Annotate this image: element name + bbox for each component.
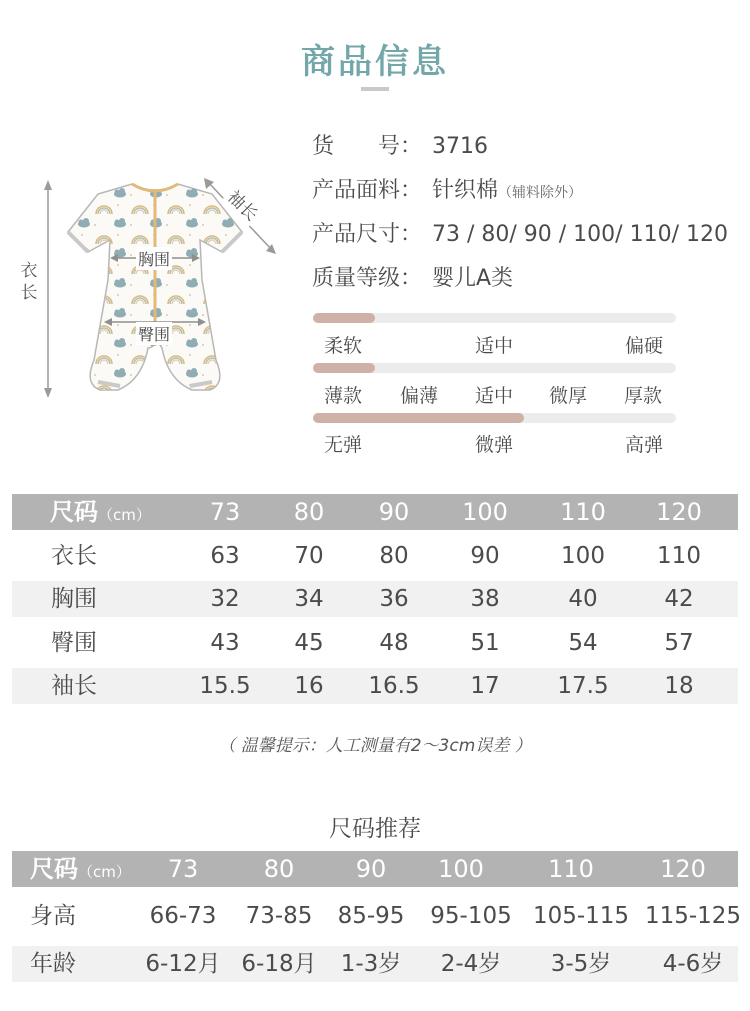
table-cell: 1-3岁: [340, 951, 402, 977]
thickness-label-medium: 适中: [475, 385, 514, 407]
table-cell: 51: [470, 630, 500, 656]
elasticity-slider: [313, 413, 676, 423]
thickness-label-slightly-thick: 微厚: [549, 385, 588, 407]
row-label: 身高: [30, 903, 76, 929]
length-label: 衣长: [18, 260, 40, 304]
table-row: [12, 898, 742, 934]
recommend-col-100: 100: [438, 855, 484, 883]
table-cell: 54: [568, 630, 598, 656]
title-divider: [361, 87, 389, 91]
table-cell: 36: [379, 586, 409, 612]
thickness-slider: [313, 363, 676, 373]
table-cell: 105-115: [532, 903, 630, 929]
thickness-slider-fill: [313, 363, 375, 373]
table-cell: 15.5: [199, 673, 251, 699]
info-value: 73 / 80/ 90 / 100/ 110/ 120: [432, 222, 728, 247]
size-header-unit: （cm）: [98, 506, 151, 524]
softness-slider: [313, 313, 676, 323]
table-cell: 80: [379, 543, 409, 569]
thickness-label-slightly-thin: 偏薄: [400, 385, 439, 407]
row-label: 袖长: [51, 673, 97, 699]
thickness-label-thick: 厚款: [624, 385, 663, 407]
info-value: 针织棉: [432, 178, 499, 203]
info-label: 货 号：: [312, 134, 423, 159]
recommend-col-73: 73: [167, 855, 199, 883]
table-cell: 6-12月: [145, 951, 221, 977]
sleeve-label: 袖长: [222, 182, 267, 227]
table-cell: 16.5: [368, 673, 420, 699]
table-cell: 115-125: [644, 903, 742, 929]
table-cell: 38: [470, 586, 500, 612]
size-table-header: [12, 494, 738, 530]
table-row: [12, 538, 738, 574]
table-row: [12, 946, 738, 982]
elasticity-label-none: 无弹: [324, 434, 363, 456]
table-cell: 40: [568, 586, 598, 612]
info-note: （辅料除外）: [498, 185, 583, 201]
table-cell: 18: [664, 673, 694, 699]
table-cell: 43: [210, 630, 240, 656]
hip-label: 臀围: [136, 322, 172, 345]
table-cell: 48: [379, 630, 409, 656]
table-cell: 42: [664, 586, 694, 612]
elasticity-slider-fill: [313, 413, 524, 423]
recommend-col-90: 90: [355, 855, 387, 883]
table-row: [12, 668, 738, 704]
size-col-90: 90: [378, 498, 410, 526]
recommend-title: 尺码推荐: [329, 816, 421, 842]
size-col-80: 80: [293, 498, 325, 526]
chest-label: 胸围: [136, 247, 172, 270]
table-cell: 70: [294, 543, 324, 569]
table-cell: 4-6岁: [662, 951, 724, 977]
recommend-header-unit: （cm）: [78, 863, 131, 881]
table-cell: 6-18月: [241, 951, 317, 977]
size-header-label: 尺码: [50, 498, 98, 526]
table-cell: 57: [664, 630, 694, 656]
table-cell: 2-4岁: [440, 951, 502, 977]
table-cell: 90: [470, 543, 500, 569]
table-cell: 17.5: [557, 673, 609, 699]
row-label: 年龄: [30, 951, 76, 977]
table-cell: 85-95: [337, 903, 405, 929]
row-label: 臀围: [51, 630, 97, 656]
thickness-label-thin: 薄款: [324, 385, 363, 407]
table-cell: 34: [294, 586, 324, 612]
row-label: 衣长: [51, 543, 97, 569]
table-cell: 100: [561, 543, 605, 569]
page-title: 商品信息: [301, 42, 449, 82]
elasticity-label-high: 高弹: [625, 434, 664, 456]
size-col-110: 110: [560, 498, 606, 526]
recommend-header-label: 尺码: [30, 855, 78, 883]
table-cell: 95-105: [430, 903, 512, 929]
row-label: 胸围: [51, 586, 97, 612]
info-label: 质量等级：: [312, 266, 423, 291]
softness-slider-fill: [313, 313, 375, 323]
table-cell: 45: [294, 630, 324, 656]
info-row-fabric: [312, 173, 582, 204]
table-cell: 32: [210, 586, 240, 612]
info-value: 3716: [432, 134, 488, 159]
table-cell: 73-85: [245, 903, 313, 929]
info-value: 婴儿A类: [432, 266, 514, 291]
table-cell: 17: [470, 673, 500, 699]
recommend-col-110: 110: [548, 855, 594, 883]
table-cell: 3-5岁: [550, 951, 612, 977]
info-row-size: [312, 217, 728, 248]
recommend-col-80: 80: [263, 855, 295, 883]
recommend-table-header: [12, 851, 738, 887]
measurement-tip: （ 温馨提示：人工测量有2～3cm误差 ）: [218, 736, 532, 756]
softness-label-hard: 偏硬: [625, 335, 664, 357]
info-label: 产品面料：: [312, 178, 423, 203]
softness-label-medium: 适中: [475, 335, 514, 357]
table-cell: 110: [657, 543, 701, 569]
elasticity-label-slight: 微弹: [475, 434, 514, 456]
table-row: [12, 625, 738, 661]
recommend-col-120: 120: [660, 855, 706, 883]
info-label: 产品尺寸：: [312, 222, 423, 247]
table-cell: 66-73: [149, 903, 217, 929]
info-row-grade: [312, 261, 513, 292]
table-row: [12, 581, 738, 617]
table-cell: 16: [294, 673, 324, 699]
table-cell: 63: [210, 543, 240, 569]
size-col-120: 120: [656, 498, 702, 526]
size-col-100: 100: [462, 498, 508, 526]
softness-label-soft: 柔软: [324, 335, 363, 357]
info-row-item-no: [312, 129, 488, 160]
size-col-73: 73: [209, 498, 241, 526]
